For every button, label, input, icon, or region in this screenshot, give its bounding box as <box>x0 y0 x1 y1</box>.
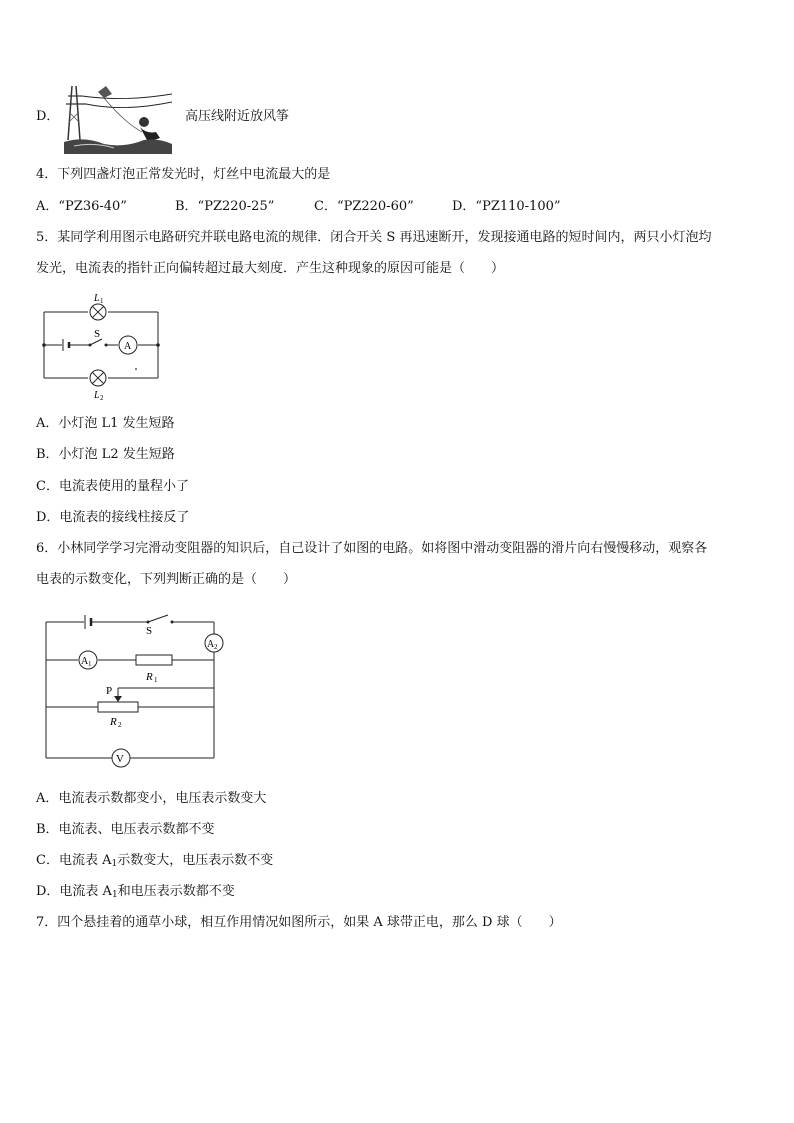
resistor-1-label: R <box>146 671 153 683</box>
option-b: B．小灯泡 L2 发生短路 <box>36 447 175 462</box>
option-text: C．电流表 A <box>36 853 112 868</box>
kite-near-power-line-illustration <box>64 82 172 154</box>
voltmeter-label: V <box>116 753 124 765</box>
question-stem-line-2: 电表的示数变化，下列判断正确的是（ ） <box>36 572 297 587</box>
option-c: C．电流表使用的量程小了 <box>36 479 189 494</box>
switch-label: S <box>146 625 153 637</box>
lamp-1-subscript: 1 <box>100 297 104 305</box>
question-stem: 4．下列四盏灯泡正常发光时，灯丝中电流最大的是 <box>36 167 331 182</box>
option-a <box>36 790 266 808</box>
resistor-2-label: R <box>110 716 117 728</box>
ammeter-2-subscript: 2 <box>214 643 218 651</box>
option-a: A．小灯泡 L1 发生短路 <box>36 416 175 431</box>
question-stem-line-1: 6．小林同学学习完滑动变阻器的知识后，自己设计了如图的电路。如将图中滑动变阻器的滑片向右慢慢移动，观察各 <box>36 541 708 556</box>
option-text: D．电流表 A <box>36 884 112 899</box>
question-stem-line-2: 发光，电流表的指针正向偏转超过最大刻度．产生这种现象的原因可能是（ ） <box>36 261 505 276</box>
lamp-2-label: L <box>94 390 100 401</box>
option-label: D． <box>36 109 60 124</box>
option-text: B．电流表、电压表示数都不变 <box>36 822 215 837</box>
option-d: D．“PZ110-100” <box>452 199 561 214</box>
option-a: A．“PZ36-40” <box>36 199 127 214</box>
option-subscript: 1 <box>111 890 118 900</box>
ammeter-label: A <box>124 341 132 352</box>
option-subscript: 1 <box>111 859 118 869</box>
lamp-1-label: L <box>94 293 100 304</box>
option-text-rest: 和电压表示数都不变 <box>117 884 235 899</box>
switch-label: S <box>94 328 101 340</box>
ammeter-2-label: A <box>207 639 215 650</box>
option-c: C．“PZ220-60” <box>314 199 414 214</box>
parallel-circuit-diagram <box>36 288 166 404</box>
option-text: 高压线附近放风筝 <box>185 109 290 124</box>
option-text-rest: 示数变大，电压表示数不变 <box>117 853 274 868</box>
option-text: A．电流表示数都变小，电压表示数变大 <box>36 791 267 806</box>
ammeter-1-subscript: 1 <box>88 660 92 668</box>
question-stem-line-1: 5．某同学利用图示电路研究并联电路电流的规律．闭合开关 S 再迅速断开，发现接通电路的短时间内，两只小灯泡均 <box>36 230 712 245</box>
option-d <box>36 883 235 904</box>
sliding-rheostat-circuit-diagram <box>36 608 236 770</box>
option-c <box>36 852 273 873</box>
resistor-1-subscript: 1 <box>154 676 158 684</box>
option-b <box>36 821 215 839</box>
option-d: D．电流表的接线柱接反了 <box>36 510 190 525</box>
question-stem: 7．四个悬挂着的通草小球，相互作用情况如图所示，如果 A 球带正电，那么 D 球（ ） <box>36 915 562 930</box>
resistor-2-subscript: 2 <box>118 721 122 729</box>
ammeter-1-label: A <box>81 656 89 667</box>
option-b: B．“PZ220-25” <box>175 199 275 214</box>
slider-label: P <box>106 685 113 697</box>
lamp-2-subscript: 2 <box>100 394 104 402</box>
